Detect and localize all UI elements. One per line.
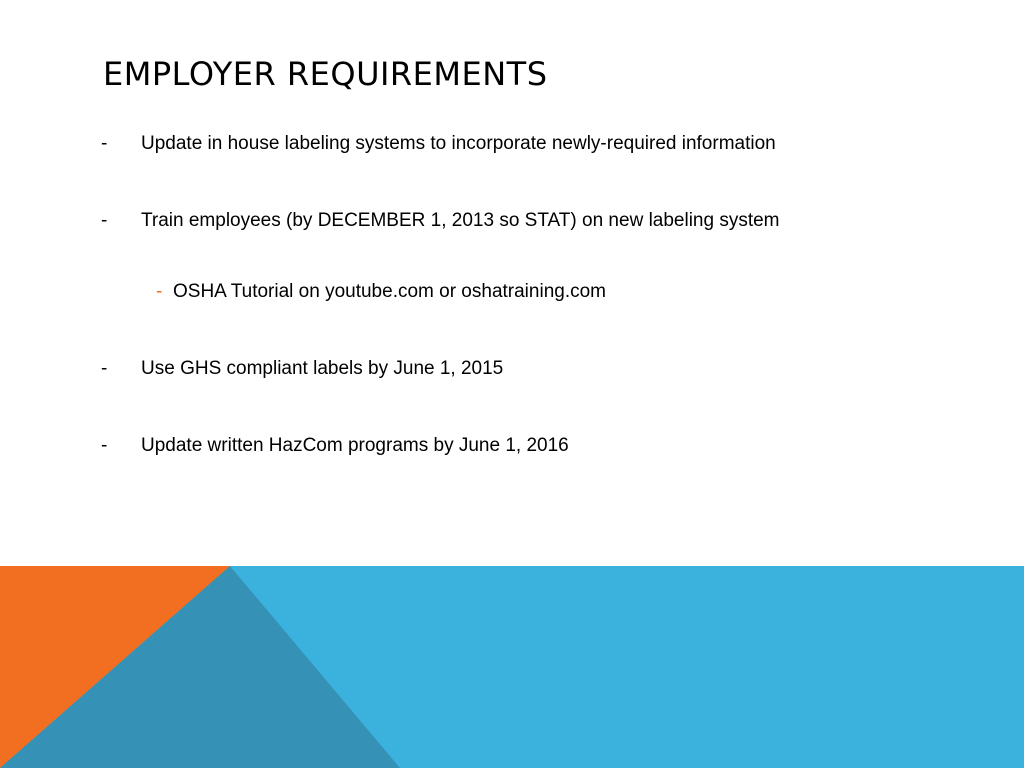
bullet-marker: -: [101, 358, 108, 379]
sub-bullet-item: [156, 280, 756, 304]
footer-decoration: [0, 566, 1024, 768]
bullet-text: Train employees (by DECEMBER 1, 2013 so STAT) on new labeling system: [141, 210, 780, 231]
slide-title: EMPLOYER REQUIREMENTS: [103, 55, 548, 93]
bullet-text: Use GHS compliant labels by June 1, 2015: [141, 358, 504, 379]
bullet-marker: -: [101, 133, 108, 154]
bullet-marker: -: [101, 435, 108, 456]
bullet-item: [101, 209, 901, 233]
bullet-item: [101, 434, 901, 458]
bullet-marker: -: [101, 210, 108, 231]
bullet-item: [101, 132, 901, 156]
bullet-text: Update written HazCom programs by June 1, 2016: [141, 435, 569, 456]
sub-bullet-text: OSHA Tutorial on youtube.com or oshatraining.com: [173, 281, 607, 302]
sub-bullet-marker: -: [156, 281, 163, 302]
bullet-item: [101, 357, 901, 381]
bullet-text: Update in house labeling systems to incorporate newly-required information: [141, 133, 776, 154]
